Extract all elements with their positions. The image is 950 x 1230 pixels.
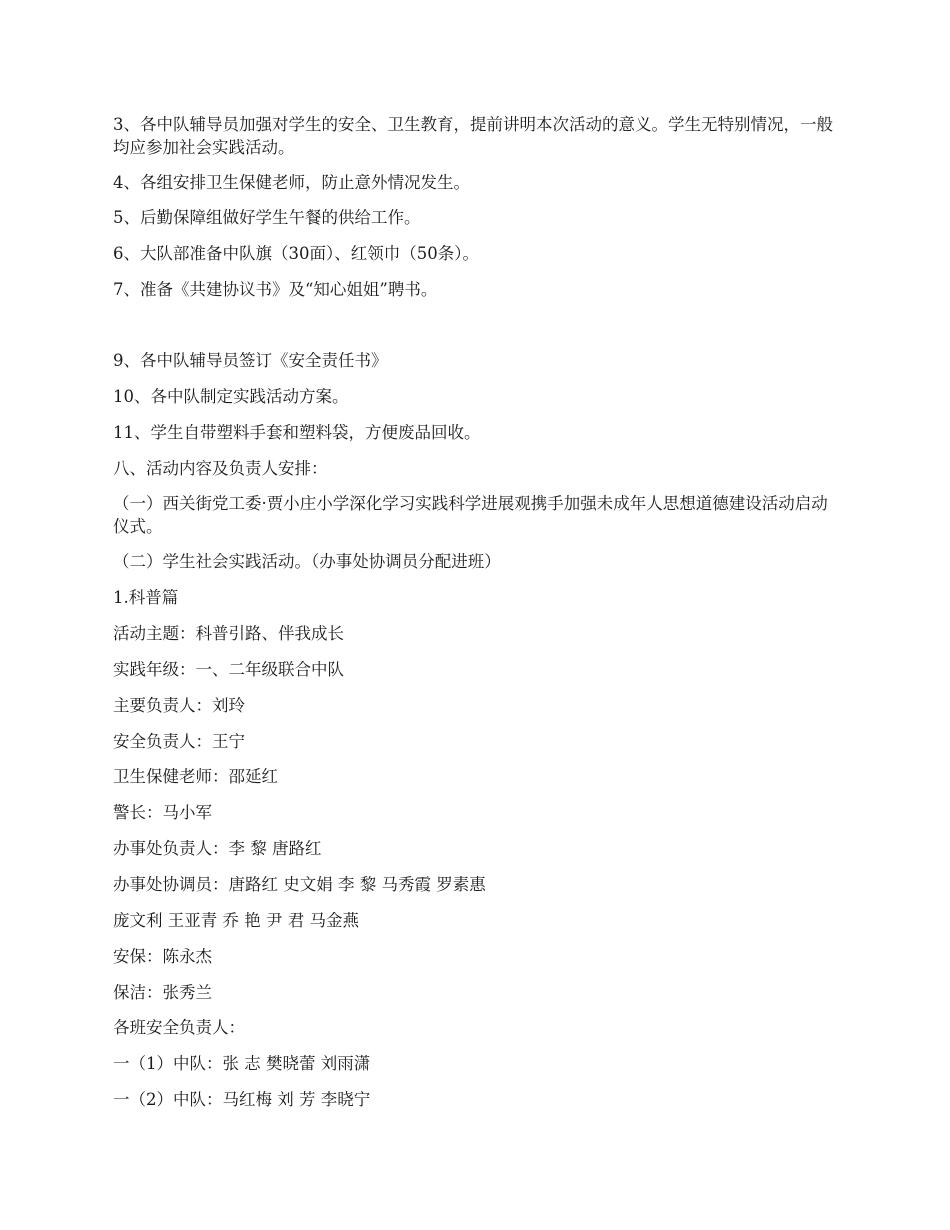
paragraph-item-11: 11、学生自带塑料手套和塑料袋，方便废品回收。 [113,423,481,442]
activity-theme: 活动主题：科普引路、伴我成长 [113,624,344,643]
security-staff: 安保：陈永杰 [113,947,212,966]
health-teacher: 卫生保健老师：邵延红 [113,767,278,786]
office-coordinators-continued: 庞文利 王亚青 乔 艳 尹 君 马金燕 [113,911,359,930]
section-heading-8: 八、活动内容及负责人安排： [113,459,328,478]
paragraph-item-3: 3、各中队辅导员加强对学生的安全、卫生教育，提前讲明本次活动的意义。学生无特别情况，一般均应参加社会实践活动。 [113,115,833,157]
office-leader: 办事处负责人：李 黎 唐路红 [113,839,322,858]
practice-grade: 实践年级：一、二年级联合中队 [113,660,344,679]
paragraph-item-5: 5、后勤保障组做好学生午餐的供给工作。 [113,208,421,227]
paragraph-item-4: 4、各组安排卫生保健老师，防止意外情况发生。 [113,173,470,192]
office-coordinators: 办事处协调员：唐路红 史文娟 李 黎 马秀霞 罗素惠 [113,875,486,894]
safety-leader: 安全负责人：王宁 [113,732,245,751]
main-leader: 主要负责人：刘玲 [113,696,245,715]
class-1-1: 一（1）中队：张 志 樊晓蕾 刘雨潇 [113,1054,371,1073]
paragraph-item-9: 9、各中队辅导员签订《安全责任书》 [113,351,388,370]
subsection-1: （一）西关街党工委·贾小庄小学深化学习实践科学进展观携手加强未成年人思想道德建设活动启动仪式。 [113,494,828,536]
class-1-2: 一（2）中队：马红梅 刘 芳 李晓宁 [113,1090,371,1109]
topic-heading: 1.科普篇 [113,588,179,607]
police-chief: 警长：马小军 [113,803,212,822]
paragraph-item-6: 6、大队部准备中队旗（30面）、红领巾（50条）。 [113,244,479,263]
subsection-2: （二）学生社会实践活动。（办事处协调员分配进班） [113,552,501,571]
paragraph-item-7: 7、准备《共建协议书》及“知心姐姐”聘书。 [113,280,438,299]
class-safety-heading: 各班安全负责人： [113,1018,245,1037]
paragraph-item-10: 10、各中队制定实践活动方案。 [113,387,349,406]
cleaning-staff: 保洁：张秀兰 [113,983,212,1002]
